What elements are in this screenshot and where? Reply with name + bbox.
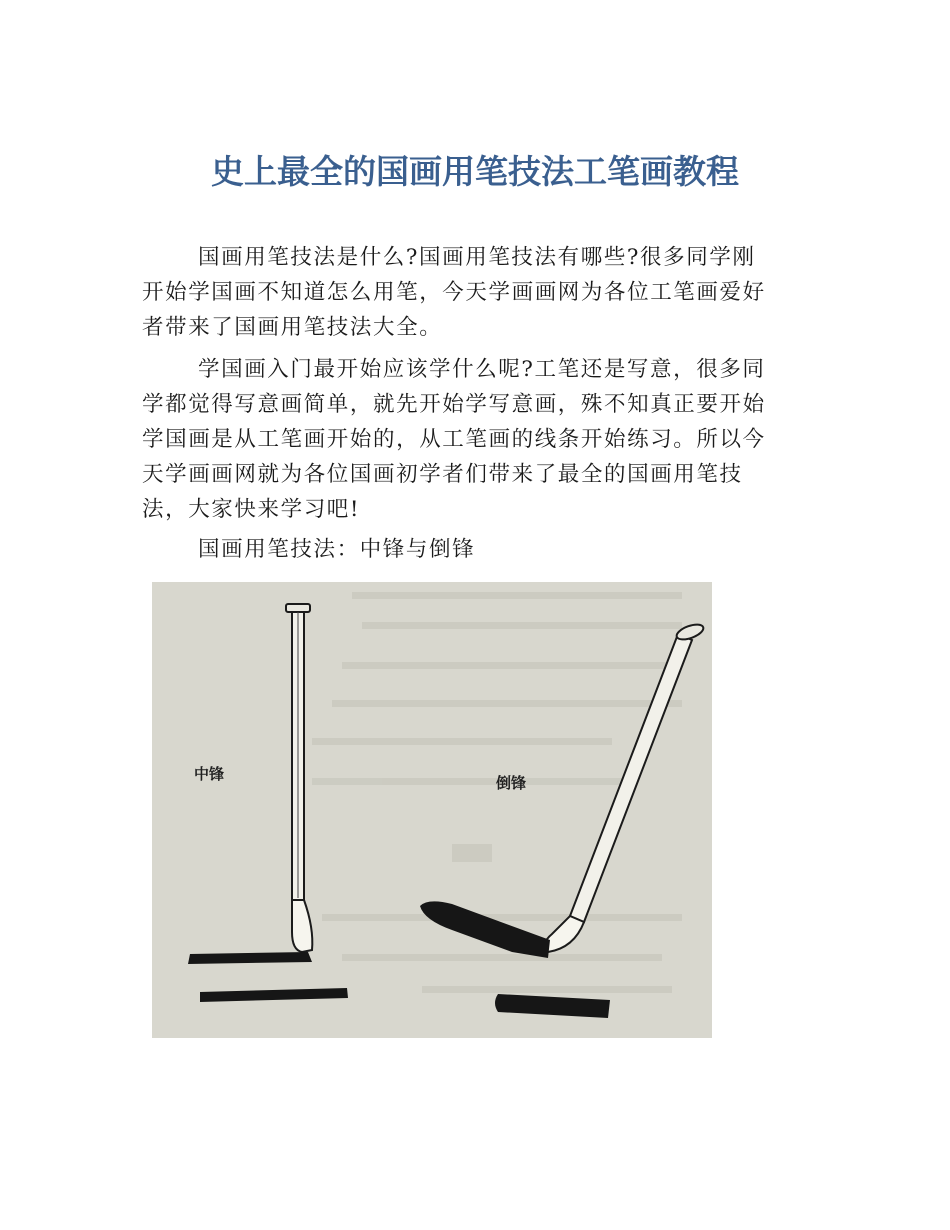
section-heading xyxy=(142,532,812,567)
text-line: 国画用笔技法是什么?国画用笔技法有哪些?很多同学刚 xyxy=(198,245,756,270)
page-title: 史上最全的国画用笔技法工笔画教程 xyxy=(211,152,739,191)
center-tip-brush xyxy=(188,604,348,1002)
paragraph-intro xyxy=(142,240,812,345)
text-line: 学都觉得写意画简单，就先开始学写意画，殊不知真正要开始 xyxy=(142,392,766,417)
brush-technique-figure xyxy=(152,582,712,1038)
center-tip-label: 中锋 xyxy=(194,765,225,783)
text-line: 学国画是从工笔画开始的，从工笔画的线条开始练习。所以今 xyxy=(142,427,766,452)
text-line: 开始学国画不知道怎么用笔，今天学画画网为各位工笔画爱好 xyxy=(142,280,766,305)
slant-tip-label: 倒锋 xyxy=(496,774,527,792)
text-line: 天学画画网就为各位国画初学者们带来了最全的国画用笔技 xyxy=(142,462,743,487)
text-line: 学国画入门最开始应该学什么呢?工笔还是写意，很多同 xyxy=(198,357,766,382)
paragraph-beginner xyxy=(142,352,812,527)
text-line: 法，大家快来学习吧! xyxy=(142,497,361,522)
brush-illustration xyxy=(152,582,712,1038)
text-line: 者带来了国画用笔技法大全。 xyxy=(142,315,443,340)
text-line: 国画用笔技法：中锋与倒锋 xyxy=(198,537,476,562)
